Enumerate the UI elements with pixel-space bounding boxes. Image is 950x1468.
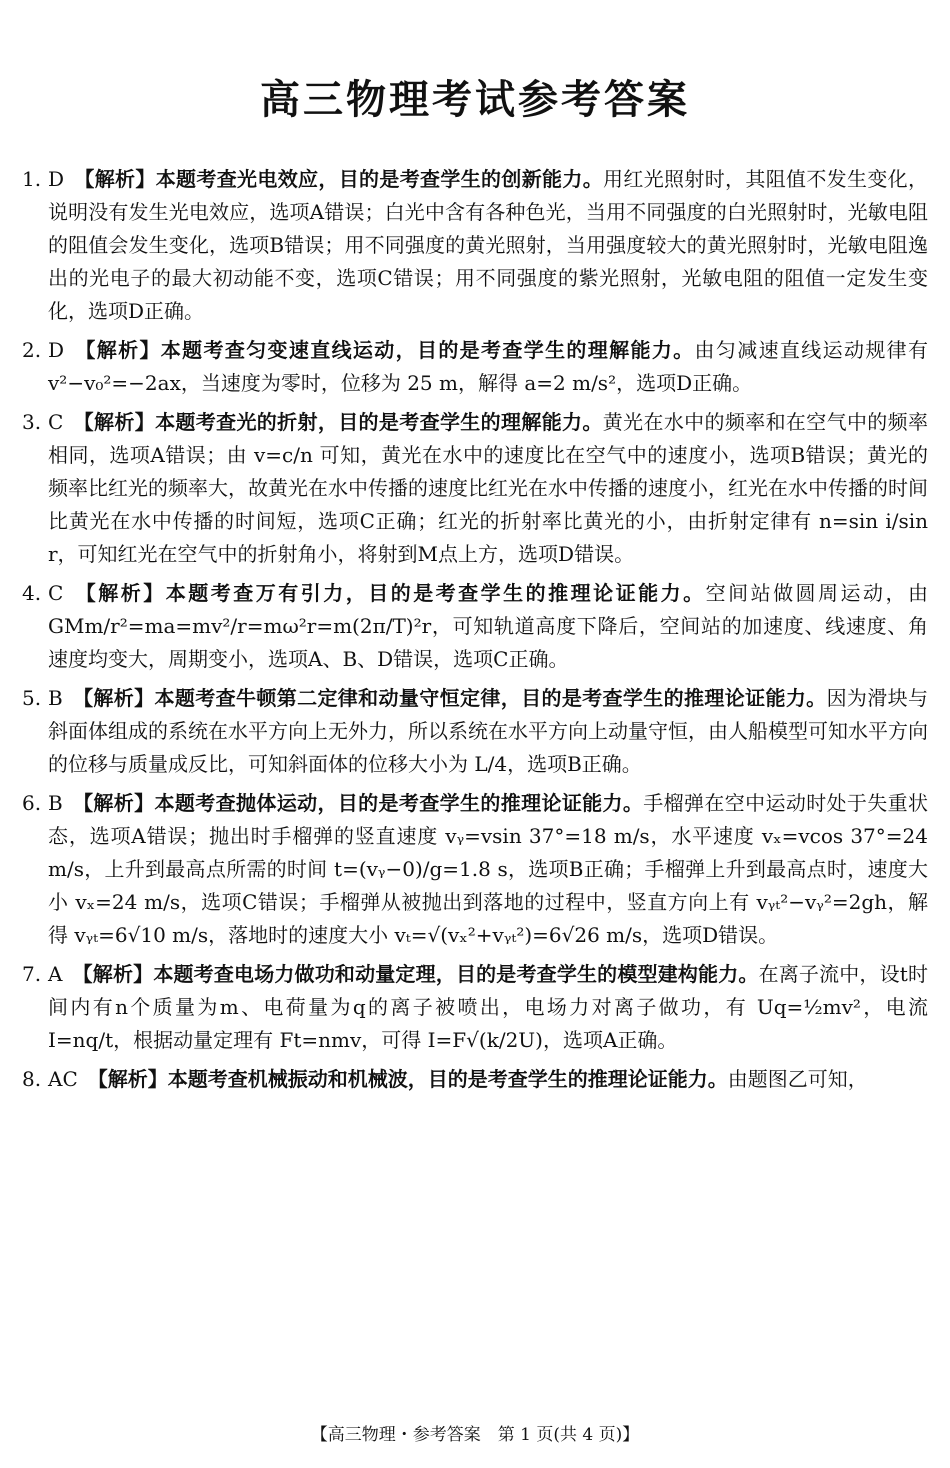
item-answer: B [48, 686, 63, 710]
item-body: 用红光照射时，其阻值不发生变化，说明没有发生光电效应，选项A错误；白光中含有各种色光，当用不同强度的白光照射时，光敏电阻的阻值会发生变化，选项B错误；用不同强度的黄光照射，当用强度较大的黄光照射时，光敏电阻逸出的光电子的最大初动能不变，选项C错误；用不同强度的紫光照射，光敏电阻的阻值一定发生变化，选项D正确。 [48, 167, 929, 323]
item-tag: 【解析】 [73, 410, 156, 434]
answer-item-2 [22, 334, 928, 400]
item-lead: 本题考查光的折射，目的是考查学生的理解能力。 [155, 410, 603, 434]
answer-item-7 [22, 958, 928, 1057]
item-body: 因为滑块与斜面体组成的系统在水平方向上无外力，所以系统在水平方向上动量守恒，由人船模型可知水平方向的位移与质量成反比，可知斜面体的位移大小为 L/4，选项B正确。 [48, 686, 929, 776]
item-tag: 【解析】 [72, 962, 154, 986]
item-tag: 【解析】 [74, 167, 156, 191]
item-number: 6. [22, 791, 42, 815]
item-tag: 【解析】 [73, 581, 166, 605]
item-number: 5. [22, 686, 42, 710]
answer-item-3 [22, 406, 928, 571]
item-number: 7. [22, 962, 42, 986]
item-answer: B [48, 791, 63, 815]
item-lead: 本题考查光电效应，目的是考查学生的创新能力。 [155, 167, 604, 191]
item-body: 黄光在水中的频率和在空气中的频率相同，选项A错误；由 v=c/n 可知，黄光在水中的速度比在空气中的速度小，选项B错误；黄光的频率比红光的频率大，故黄光在水中传播的速度比红光在水中传播的速度小，红光在水中传播的时间比黄光在水中传播的时间短，选项C正确；红光的折射率比黄光的小，由折射定律有 n=sin i/sin r，可知红光在空气中的折射角小，将射到M点上方，选项D错误。 [48, 410, 929, 566]
item-number: 2. [22, 338, 42, 362]
item-lead: 本题考查匀变速直线运动，目的是考查学生的理解能力。 [160, 338, 695, 362]
item-lead: 本题考查抛体运动，目的是考查学生的推理论证能力。 [154, 791, 644, 815]
item-answer: AC [48, 1067, 78, 1091]
answer-item-6 [22, 787, 928, 952]
item-body: 在离子流中，设t时间内有n个质量为m、电荷量为q的离子被喷出，电场力对离子做功，有 Uq=½mv²，电流 I=nq/t，根据动量定理有 Ft=nmv，可得 I=F√(k/2U)，选项A正确。 [48, 962, 928, 1052]
item-body: 由匀减速直线运动规律有 v²−v₀²=−2ax，当速度为零时，位移为 25 m，解得 a=2 m/s²，选项D正确。 [48, 338, 929, 395]
item-body: 空间站做圆周运动，由 GMm/r²=ma=mv²/r=mω²r=m(2π/T)²r，可知轨道高度下降后，空间站的加速度、线速度、角速度均变大，周期变小，选项A、B、D错误，选项C正确。 [48, 581, 929, 671]
item-answer: D [48, 338, 65, 362]
item-number: 1. [22, 167, 42, 191]
item-lead: 本题考查万有引力，目的是考查学生的推理论证能力。 [165, 581, 706, 605]
item-lead: 本题考查牛顿第二定律和动量守恒定律，目的是考查学生的推理论证能力。 [154, 686, 827, 710]
item-body: 手榴弹在空中运动时处于失重状态，选项A错误；抛出时手榴弹的竖直速度 vᵧ=vsin 37°=18 m/s，水平速度 vₓ=vcos 37°=24 m/s，上升到最高点所需的时间 t=(vᵧ−0)/g=1.8 s，选项B正确；手榴弹上升到最高点时，速度大小 vₓ=24 m/s，选项C错误；手榴弹从被抛出到落地的过程中，竖直方向上有 vᵧₜ²−vᵧ²=2gh，解得 vᵧₜ=6√10 m/s，落地时的速度大小 vₜ=√(vₓ²+vᵧₜ²)=6√26 m/s，选项D错误。 [48, 791, 929, 947]
answer-list [22, 163, 928, 1102]
page-footer: 【高三物理・参考答案 第 1 页(共 4 页)】 [310, 1425, 640, 1445]
item-number: 4. [22, 581, 42, 605]
item-number: 3. [22, 410, 42, 434]
item-answer: C [48, 581, 64, 605]
answer-item-5 [22, 682, 928, 781]
item-tag: 【解析】 [87, 1067, 168, 1091]
item-body: 由题图乙可知， [727, 1067, 868, 1091]
item-answer: D [48, 167, 65, 191]
answer-item-8 [22, 1063, 928, 1096]
answer-item-4 [22, 577, 928, 676]
answer-item-1 [22, 163, 928, 328]
item-lead: 本题考查机械振动和机械波，目的是考查学生的推理论证能力。 [167, 1067, 728, 1091]
item-tag: 【解析】 [74, 338, 161, 362]
item-tag: 【解析】 [72, 686, 155, 710]
item-answer: A [48, 962, 63, 986]
item-number: 8. [22, 1067, 42, 1091]
item-answer: C [48, 410, 64, 434]
item-lead: 本题考查电场力做功和动量定理，目的是考查学生的模型建构能力。 [153, 962, 759, 986]
item-tag: 【解析】 [72, 791, 155, 815]
page-title: 高三物理考试参考答案 [260, 77, 690, 123]
